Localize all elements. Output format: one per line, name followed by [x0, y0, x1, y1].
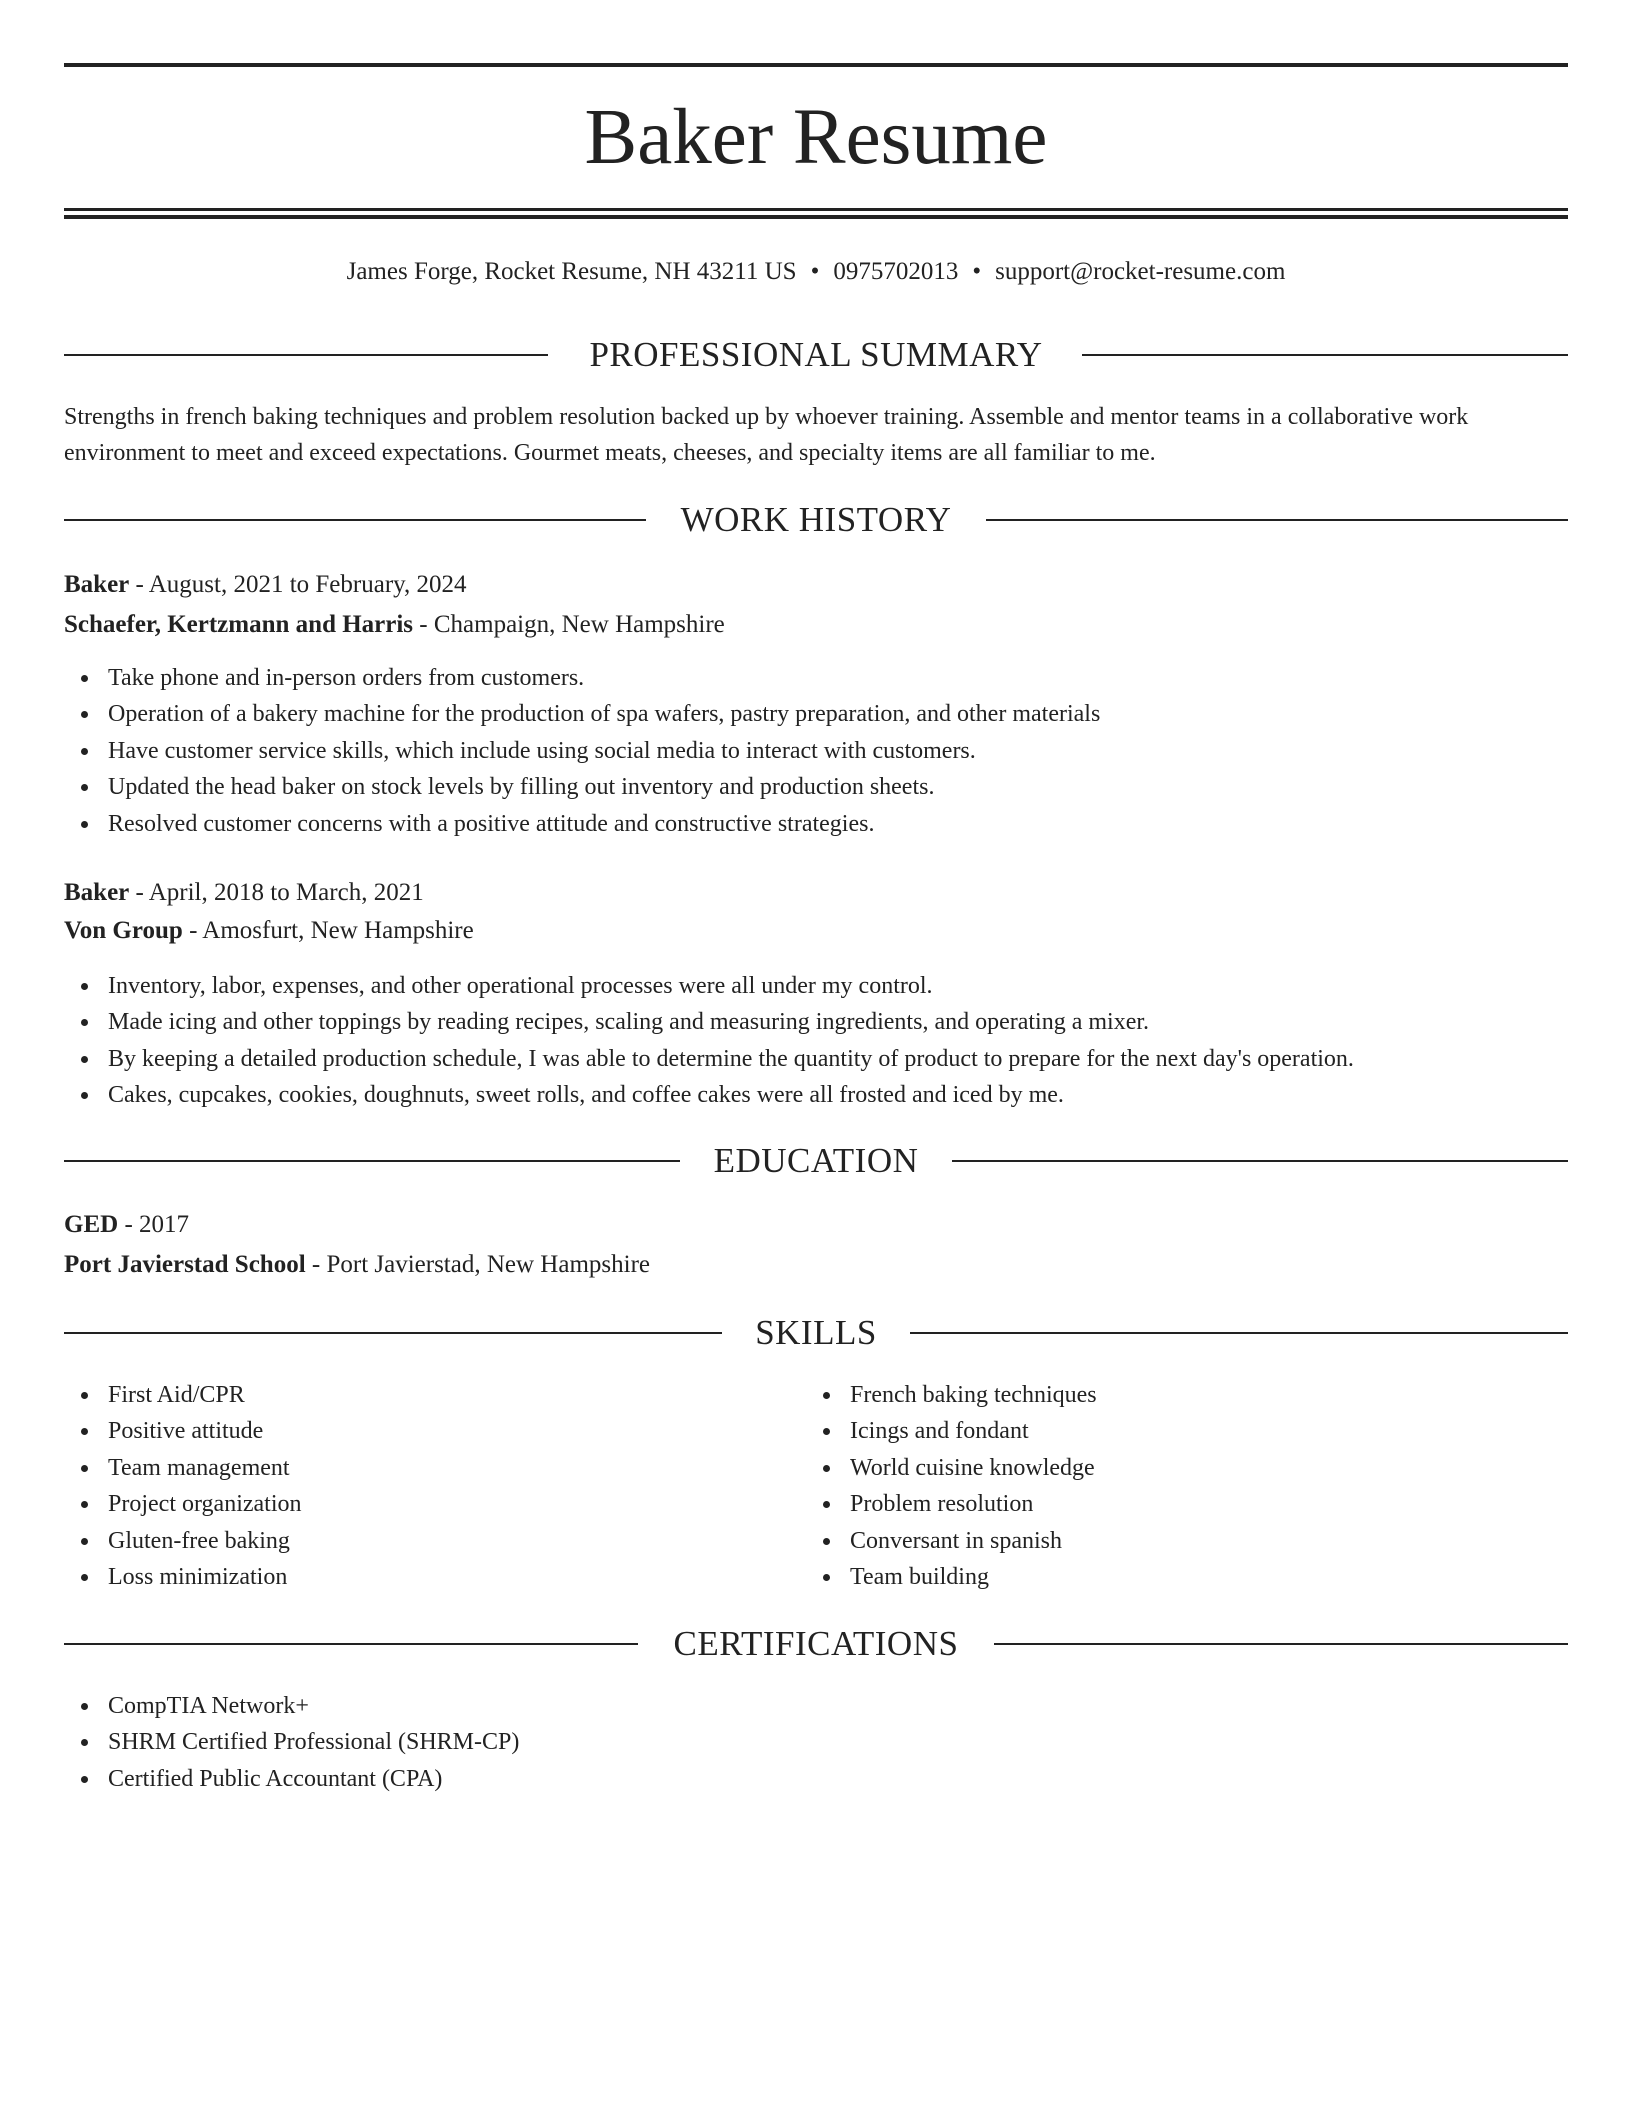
education-school: Port Javierstad School [64, 1251, 306, 1278]
section-heading-summary [64, 333, 1568, 377]
list-item: Inventory, labor, expenses, and other operational processes were all under my control. [64, 968, 1568, 1004]
skills-list-right [806, 1377, 1566, 1595]
list-item: Updated the head baker on stock levels by filling out inventory and production sheets. [64, 769, 1568, 805]
list-item: Team building [806, 1559, 1566, 1595]
resume-title: Baker Resume [584, 94, 1048, 181]
contact-phone: 0975702013 [833, 258, 959, 285]
list-item: Team management [64, 1450, 764, 1486]
list-item: CompTIA Network+ [64, 1688, 1568, 1724]
education-degree-line [64, 1207, 1568, 1243]
list-item: Take phone and in-person orders from customers. [64, 660, 1568, 696]
job-dates: - April, 2018 to March, 2021 [129, 879, 424, 906]
list-item: Icings and fondant [806, 1413, 1566, 1449]
contact-separator: • [972, 258, 982, 285]
top-rule [64, 63, 1568, 67]
job-location: - Champaign, New Hampshire [413, 611, 725, 638]
list-item: Resolved customer concerns with a positive attitude and constructive strategies. [64, 806, 1568, 842]
list-item: Conversant in spanish [806, 1523, 1566, 1559]
list-item: Made icing and other toppings by reading recipes, scaling and measuring ingredients, and operating a mixer. [64, 1004, 1568, 1040]
skills-list-left [64, 1377, 764, 1595]
list-item: Cakes, cupcakes, cookies, doughnuts, sweet rolls, and coffee cakes were all frosted and iced by me. [64, 1077, 1568, 1113]
list-item: Have customer service skills, which include using social media to interact with customers. [64, 733, 1568, 769]
contact-email: support@rocket-resume.com [995, 258, 1286, 285]
list-item: SHRM Certified Professional (SHRM-CP) [64, 1724, 1568, 1760]
job-company-line [64, 913, 1568, 949]
list-item: Loss minimization [64, 1559, 764, 1595]
heading-label: EDUCATION [713, 1141, 919, 1180]
heading-label: PROFESSIONAL SUMMARY [589, 335, 1043, 374]
list-item: Operation of a bakery machine for the production of spa wafers, pastry preparation, and other materials [64, 696, 1568, 732]
job-location: - Amosfurt, New Hampshire [182, 917, 474, 944]
heading-label: CERTIFICATIONS [673, 1624, 959, 1663]
job-company: Schaefer, Kertzmann and Harris [64, 611, 414, 638]
section-heading-work-history [64, 498, 1568, 542]
job-company-line [64, 607, 1568, 643]
list-item: Project organization [64, 1486, 764, 1522]
list-item: Problem resolution [806, 1486, 1566, 1522]
title-rule-lower [64, 215, 1568, 219]
list-item: By keeping a detailed production schedule, I was able to determine the quantity of product to prepare for the next day's operation. [64, 1041, 1568, 1077]
education-school-line [64, 1247, 1568, 1283]
list-item: First Aid/CPR [64, 1377, 764, 1413]
list-item: French baking techniques [806, 1377, 1566, 1413]
heading-label: WORK HISTORY [680, 500, 952, 539]
list-item: World cuisine knowledge [806, 1450, 1566, 1486]
job-title-line [64, 567, 1568, 603]
section-heading-certifications [64, 1622, 1568, 1666]
list-item: Certified Public Accountant (CPA) [64, 1761, 1568, 1797]
education-year: - 2017 [118, 1211, 190, 1238]
contact-line [64, 255, 1568, 289]
contact-separator: • [810, 258, 820, 285]
job-title: Baker [64, 879, 130, 906]
list-item: Gluten-free baking [64, 1523, 764, 1559]
job-title: Baker [64, 571, 130, 598]
section-heading-education [64, 1139, 1568, 1183]
job-dates: - August, 2021 to February, 2024 [129, 571, 467, 598]
summary-text: Strengths in french baking techniques and problem resolution backed up by whoever training. Assemble and mentor teams in a collaborative work environment to meet and exceed expectations. Gourmet meats, cheeses, and specialty items are all familiar to me. [64, 404, 1469, 466]
job-duties-list [64, 660, 1568, 842]
education-degree: GED [64, 1211, 119, 1238]
section-heading-skills [64, 1311, 1568, 1355]
job-company: Von Group [64, 917, 183, 944]
list-item: Positive attitude [64, 1413, 764, 1449]
job-title-line [64, 875, 1568, 911]
education-location: - Port Javierstad, New Hampshire [305, 1251, 651, 1278]
certifications-list [64, 1688, 1568, 1797]
contact-address: James Forge, Rocket Resume, NH 43211 US [346, 258, 797, 285]
heading-label: SKILLS [755, 1313, 877, 1352]
title-rule-upper [64, 208, 1568, 211]
job-duties-list [64, 968, 1568, 1114]
